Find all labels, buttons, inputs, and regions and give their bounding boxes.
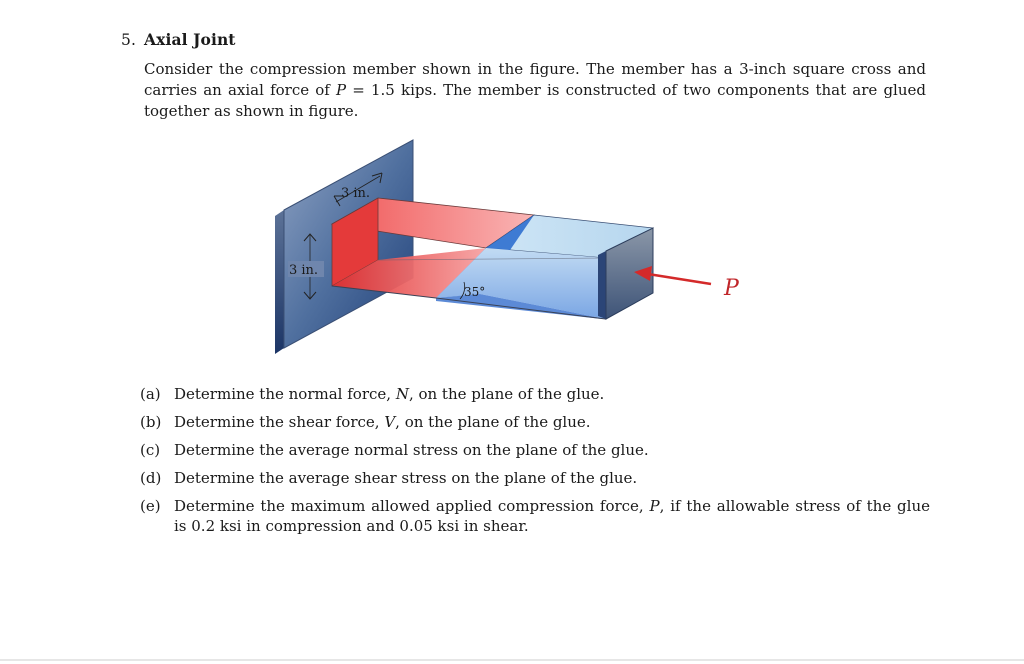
question-b <box>140 412 930 432</box>
question-text <box>174 468 930 488</box>
question-text-pre: Determine the maximum allowed applied compression force, <box>174 497 650 515</box>
axial-joint-figure <box>268 138 748 354</box>
question-text <box>174 440 930 460</box>
problem-heading <box>121 30 236 49</box>
angle-label: 35° <box>464 285 486 299</box>
question-text <box>174 412 930 432</box>
axial-joint-diagram <box>268 138 748 354</box>
problem-title: Axial Joint <box>144 30 236 49</box>
question-text <box>174 384 930 404</box>
question-d <box>140 468 930 488</box>
question-text-pre: Determine the average normal stress on the plane of the glue. <box>174 441 649 459</box>
wall-edge <box>275 210 284 354</box>
question-label: (e) <box>140 497 161 515</box>
question-a <box>140 384 930 404</box>
page-divider <box>0 659 1024 661</box>
question-text-post: , on the plane of the glue. <box>395 413 591 431</box>
question-text-pre: Determine the normal force, <box>174 385 396 403</box>
question-variable: N <box>395 385 409 403</box>
question-text-post: , on the plane of the glue. <box>408 385 605 403</box>
question-text <box>174 496 930 536</box>
question-label: (b) <box>140 413 162 431</box>
end-cap-face <box>598 251 606 319</box>
problem-number: 5. <box>121 31 136 49</box>
question-e <box>140 496 930 536</box>
question-list <box>140 384 930 544</box>
dimension-height-label: 3 in. <box>289 263 319 278</box>
question-text-pre: Determine the shear force, <box>174 413 385 431</box>
question-c <box>140 440 930 460</box>
intro-text-2: = 1.5 kips. The member is constructed of two components that are glued together as shown in figure. <box>144 81 926 120</box>
question-label: (c) <box>140 441 161 459</box>
question-variable: P <box>649 497 660 515</box>
problem-statement <box>144 59 926 122</box>
dimension-width-label: 3 in. <box>341 186 371 201</box>
force-arrow-shaft <box>648 274 711 284</box>
question-text-post: , if the allowable stress of the glue is 0.2 ksi in compression and 0.05 ksi in shear. <box>174 497 930 535</box>
question-label: (a) <box>140 385 161 403</box>
intro-text-1: Consider the compression member shown in the figure. The member has a 3-inch square cross and carries an axial force of <box>144 60 926 99</box>
question-variable: V <box>384 413 396 431</box>
question-label: (d) <box>140 469 162 487</box>
force-label: P <box>724 276 739 301</box>
question-text-pre: Determine the average shear stress on the plane of the glue. <box>174 469 638 487</box>
intro-variable-p: P <box>336 81 347 99</box>
